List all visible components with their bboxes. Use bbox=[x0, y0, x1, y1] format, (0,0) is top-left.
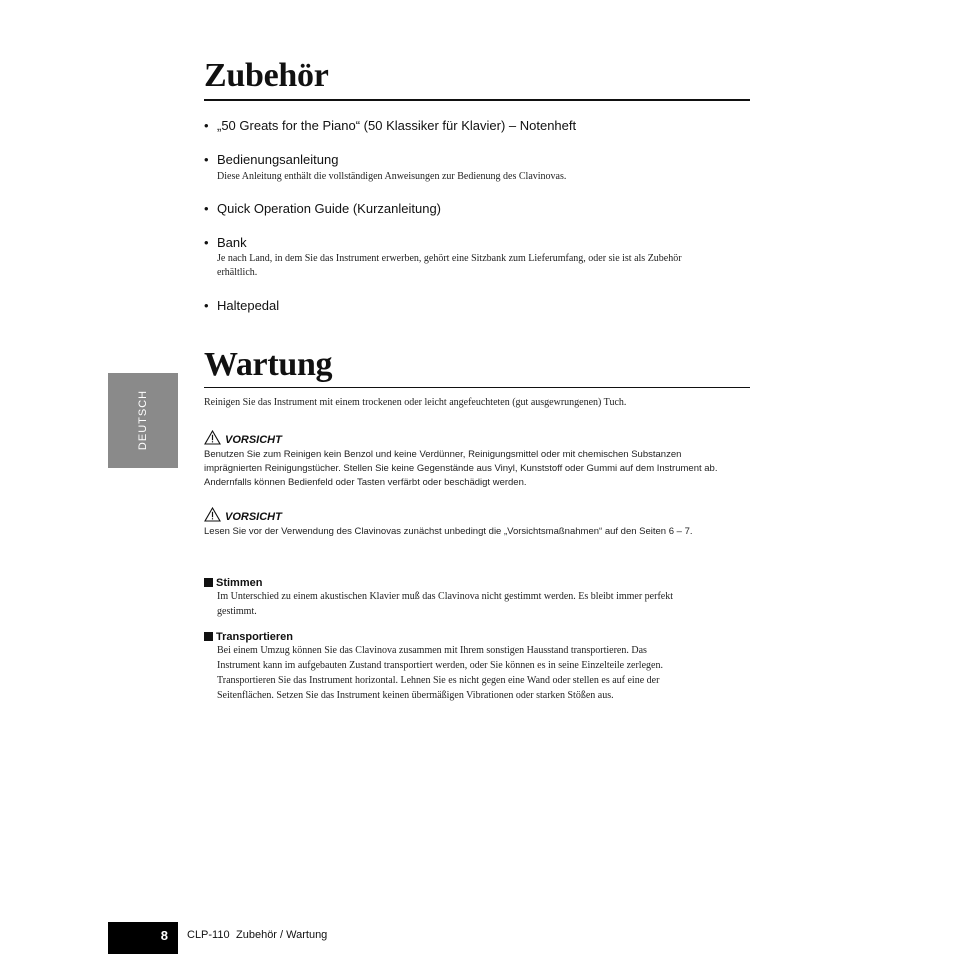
warning-icon bbox=[204, 430, 221, 445]
list-item-description: Je nach Land, in dem Sie das Instrument erwerben, gehört eine Sitzbank zum Lieferumfang, oder sie ist als Zubehör erhältlich. bbox=[217, 253, 682, 278]
section-text: Bei einem Umzug können Sie das Clavinova zusammen mit Ihrem sonstigen Hausstand transportieren. Das Instrument kann im aufgebauten Zustand transportiert werden, oder Sie können es in seine Einzelteile zerlegen. Transportieren Sie das Instrument horizontal. Lehnen Sie es nicht gegen eine Wand oder stellen es auf eine der Seitenflächen. Setzen Sie das Instrument keinen übermäßigen Vibrationen oder starken Stößen aus. bbox=[217, 645, 663, 701]
list-item-description: Diese Anleitung enthält die vollständigen Anweisungen zur Bedienung des Clavinovas. bbox=[217, 171, 567, 182]
caution-heading: VORSICHT bbox=[225, 434, 282, 446]
warning-icon bbox=[204, 507, 221, 522]
list-item: • Quick Operation Guide (Kurzanleitung) bbox=[204, 201, 442, 216]
caution-text: Lesen Sie vor der Verwendung des Clavinovas zunächst unbedingt die „Vorsichtsmaßnahmen“ auf den Seiten 6 – 7. bbox=[204, 526, 693, 537]
intro-text: Reinigen Sie das Instrument mit einem trockenen oder leicht angefeuchteten (gut ausgewrungenen) Tuch. bbox=[204, 397, 627, 408]
page-number-box bbox=[108, 922, 178, 954]
section-stimmen bbox=[204, 577, 764, 619]
caution-heading: VORSICHT bbox=[225, 511, 282, 523]
section-heading: Transportieren bbox=[216, 631, 294, 643]
section-heading: Stimmen bbox=[216, 577, 263, 589]
page-number: 8 bbox=[160, 928, 168, 943]
list-item: • Bedienungsanleitung bbox=[204, 152, 339, 167]
language-tab bbox=[108, 373, 178, 468]
square-bullet-icon bbox=[204, 578, 213, 587]
square-bullet-icon bbox=[204, 632, 213, 641]
footer-model: CLP-110 bbox=[187, 929, 230, 941]
section-text: Im Unterschied zu einem akustischen Klavier muß das Clavinova nicht gestimmt werden. Es bleibt immer perfekt gestimmt. bbox=[217, 591, 673, 617]
caution-block bbox=[204, 430, 764, 490]
title-rule bbox=[204, 99, 750, 101]
list-item: • „50 Greats for the Piano“ (50 Klassiker für Klavier) – Notenheft bbox=[204, 118, 577, 133]
page-title-zubehoer: Zubehör bbox=[204, 57, 329, 94]
list-item: • Bank bbox=[204, 235, 247, 250]
list-item: • Haltepedal bbox=[204, 298, 280, 313]
language-tab-label: DEUTSCH bbox=[137, 389, 149, 451]
page-title-wartung: Wartung bbox=[204, 346, 333, 383]
footer-section: Zubehör / Wartung bbox=[236, 929, 328, 941]
caution-block bbox=[204, 507, 764, 539]
title-rule bbox=[204, 387, 750, 388]
section-transportieren bbox=[204, 631, 764, 703]
caution-text: Benutzen Sie zum Reinigen kein Benzol und keine Verdünner, Reinigungsmittel oder mit chemischen Substanzen imprägnierten Reinigungstücher. Stellen Sie keine Gegenstände aus Vinyl, Kunststoff oder Gummi auf dem Instrument ab. Andernfalls können Bedienfeld oder Tasten verfärbt oder beschädigt werden. bbox=[204, 449, 718, 488]
